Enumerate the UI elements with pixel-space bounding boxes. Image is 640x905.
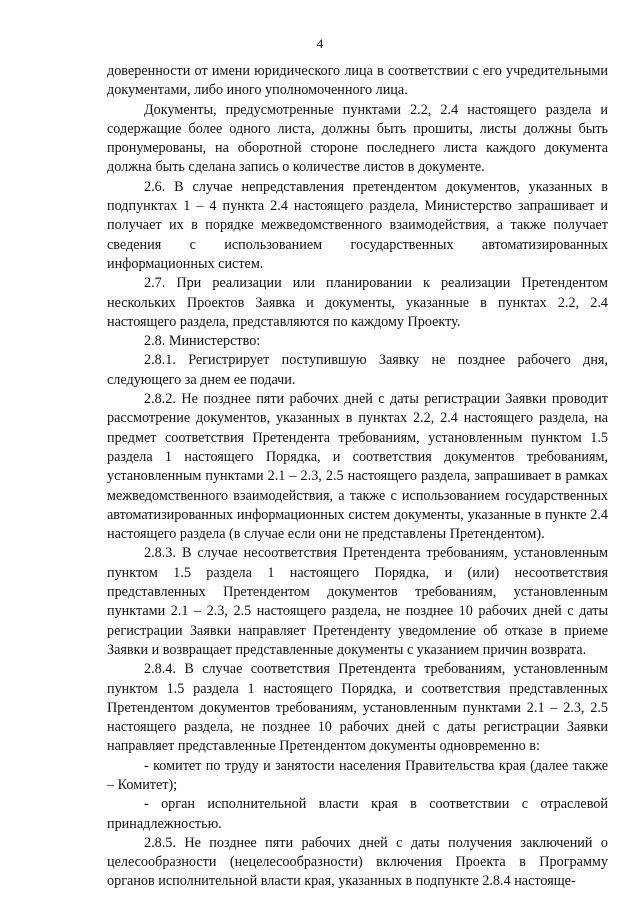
page-number: 4 <box>316 36 324 51</box>
paragraph-documents-binding: Документы, предусмотренные пунктами 2.2, 2.4 настоящего раздела и содержащие более одного листа, должны быть прошиты, листы должны быть пронумерованы, на оборотной стороне последнего листа каждого документа должна быть сделана запись о количестве листов в документе. <box>107 101 608 176</box>
paragraph-2-8: 2.8. Министерство: <box>144 333 261 350</box>
paragraph-continuation: доверенности от имени юридического лица в соответствии с его учредительными документами, либо иного уполномоченного лица. <box>107 63 608 99</box>
paragraph-2-8-1: 2.8.1. Регистрирует поступившую Заявку не позднее рабочего дня, следующего за днем ее подачи. <box>107 352 608 388</box>
paragraph-2-8-3: 2.8.3. В случае несоответствия Претендента требованиям, установленным пунктом 1.5 раздела 1 настоящего Порядка, и (или) несоответствия представленных Претендентом документов требованиям, установленным пунктами 2.1 – 2.3, 2.5 настоящего раздела, не позднее 10 рабочих дней с даты регистрации Заявки направляет Претенденту уведомление об отказе в приеме Заявки и возвращает представленные документы с указанием причин возврата. <box>107 545 608 658</box>
list-item-executive-body: - орган исполнительной власти края в соответствии с отраслевой принадлежностью. <box>107 796 608 832</box>
paragraph-2-8-2: 2.8.2. Не позднее пяти рабочих дней с даты регистрации Заявки проводит рассмотрение документов, указанных в пунктах 2.2, 2.4 настоящего раздела, на предмет соответствия Претендента требованиям, установленным пунктом 1.5 раздела 1 настоящего Порядка, и соответствия документов требованиям, установленным пунктами 2.1 – 2.3, 2.5 настоящего раздела, запрашивает в рамках межведомственного взаимодействия, а также с использованием государственных автоматизированных информационных систем документы, указанные в пункте 2.4 настоящего раздела (в случае если они не представлены Претендентом). <box>107 391 608 543</box>
paragraph-2-8-4: 2.8.4. В случае соответствия Претендента требованиям, установленным пунктом 1.5 раздела 1 настоящего Порядка, и соответствия представленных Претендентом документов требованиям, установленным пунктами 2.1 – 2.3, 2.5 настоящего раздела, не позднее 10 рабочих дней с даты регистрации Заявки направляет представленные Претендентом документы одновременно в: <box>107 661 608 755</box>
paragraph-2-6: 2.6. В случае непредставления претендентом документов, указанных в подпунктах 1 – 4 пункта 2.4 настоящего раздела, Министерство запрашивает и получает их в порядке межведомственного взаимодействия, а также получает сведения с использованием государственных автоматизированных информационных систем. <box>107 178 608 272</box>
list-item-committee: - комитет по труду и занятости населения Правительства края (далее также – Комитет); <box>107 757 608 793</box>
paragraph-2-7: 2.7. При реализации или планировании к реализации Претендентом нескольких Проектов Заявка и документы, указанные в пунктах 2.2, 2.4 настоящего раздела, представляются по каждому Проекту. <box>107 275 608 330</box>
paragraph-2-8-5: 2.8.5. Не позднее пяти рабочих дней с даты получения заключений о целесообразности (нецелесообразности) включения Проекта в Программу органов исполнительной власти края, указанных в подпункте 2.8.4 настояще- <box>107 834 608 890</box>
document-body <box>107 62 608 892</box>
